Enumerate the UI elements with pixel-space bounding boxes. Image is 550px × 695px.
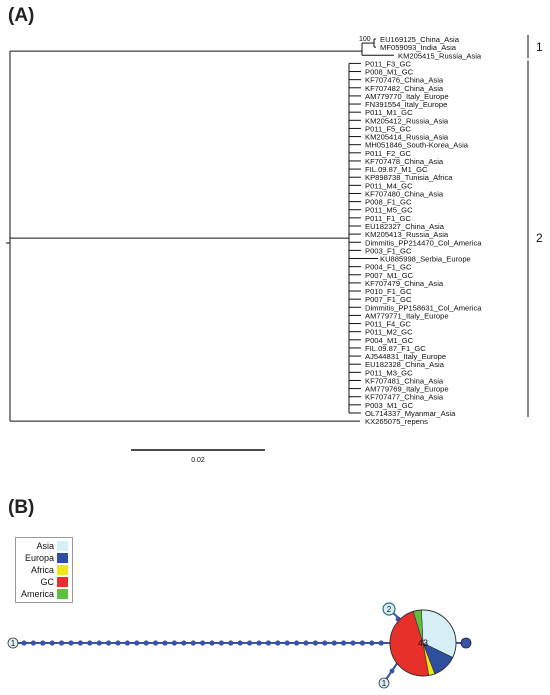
- taxon-label: AM779770_Italy_Europe: [365, 91, 449, 101]
- taxon-label: FIL.09.87_M1_GC: [365, 165, 428, 175]
- taxon-label: KF707479_China_Asia: [365, 278, 444, 288]
- mutation-step: [294, 640, 299, 645]
- taxon-label: P011_M4_GC: [365, 181, 413, 191]
- taxon-label: Dimmitis_PP214470_Col_America: [365, 238, 482, 248]
- taxon-label: P004_F1_GC: [365, 262, 412, 272]
- mutation-step: [106, 640, 111, 645]
- node-count: 43: [417, 638, 429, 648]
- taxon-label: AJ544831_Italy_Europe: [365, 352, 447, 362]
- mutation-step: [134, 640, 139, 645]
- taxon-label: FIL.09.87_F1_GC: [365, 343, 426, 353]
- taxon-label: P004_M1_GC: [365, 335, 414, 345]
- taxon-label: KF707481_China_Asia: [365, 376, 444, 386]
- mutation-step: [50, 640, 55, 645]
- taxon-label: KF707482_China_Asia: [365, 83, 444, 93]
- taxon-label: KX265075_repens: [365, 417, 428, 427]
- mutation-step: [162, 640, 167, 645]
- taxon-label: P003_F1_GC: [365, 246, 412, 256]
- taxon-label: P010_F1_GC: [365, 287, 412, 297]
- taxon-label: P008_M1_GC: [365, 67, 414, 77]
- mutation-step: [369, 640, 374, 645]
- panel-a-label: (A): [8, 5, 35, 26]
- taxon-label: MF059093_India_Asia: [380, 43, 456, 53]
- legend-label: Europa: [24, 553, 54, 563]
- bootstrap-value: 100: [359, 36, 371, 44]
- taxon-label: P011_F1_GC: [365, 213, 411, 223]
- taxon-label: KM205415_Russia_Asia: [398, 51, 482, 61]
- mutation-step: [247, 640, 252, 645]
- mutation-step: [322, 640, 327, 645]
- legend-label: America: [20, 589, 54, 599]
- taxon-label: KF707476_China_Asia: [365, 75, 444, 85]
- node-count: 1: [10, 639, 16, 648]
- taxon-label: AM779769_Italy_Europe: [365, 384, 449, 394]
- taxon-label: KM205412_Russia_Asia: [365, 116, 449, 126]
- taxon-label: FN391554_Italy_Europe: [365, 100, 448, 110]
- taxon-label: KF707477_China_Asia: [365, 392, 444, 402]
- mutation-step: [360, 640, 365, 645]
- panel-b-label: (B): [8, 497, 35, 518]
- node-count: 1: [381, 679, 387, 688]
- mutation-step: [40, 640, 45, 645]
- taxon-label: P003_M1_GC: [365, 400, 414, 410]
- taxon-label: MH051846_South-Korea_Asia: [365, 140, 469, 150]
- taxon-label: P011_F5_GC: [365, 124, 411, 134]
- clade-label: 2: [536, 231, 543, 246]
- mutation-step: [341, 640, 346, 645]
- taxon-label: Dimmitis_PP158631_Col_America: [365, 303, 482, 313]
- taxon-label: P008_F1_GC: [365, 197, 412, 207]
- taxon-label: KU885998_Serbia_Europe: [380, 254, 471, 264]
- taxon-label: EU182327_China_Asia: [365, 221, 444, 231]
- mutation-step: [303, 640, 308, 645]
- legend-label: Asia: [36, 541, 54, 551]
- taxon-label: OL714337_Myanmar_Asia: [365, 408, 456, 418]
- legend-label: GC: [40, 577, 54, 587]
- taxon-label: EU169125_China_Asia: [380, 35, 459, 44]
- taxon-label: P011_F3_GC: [365, 59, 411, 69]
- mutation-step: [228, 640, 233, 645]
- mutation-step: [31, 640, 36, 645]
- taxon-label: P011_F2_GC: [365, 148, 411, 158]
- mutation-step: [97, 640, 102, 645]
- mutation-step: [115, 640, 120, 645]
- clade-label: 1: [536, 40, 543, 55]
- mutation-step: [181, 640, 186, 645]
- mutation-step: [313, 640, 318, 645]
- mutation-step: [332, 640, 337, 645]
- mutation-step: [238, 640, 243, 645]
- mutation-step: [266, 640, 271, 645]
- taxon-label: EU182328_China_Asia: [365, 360, 444, 370]
- mutation-step: [256, 640, 261, 645]
- taxon-label: KF707480_China_Asia: [365, 189, 444, 199]
- mutation-step: [68, 640, 73, 645]
- taxon-label: P011_M3_GC: [365, 368, 413, 378]
- mutation-step: [172, 640, 177, 645]
- taxon-label: KM205413_Russia_Asia: [365, 230, 449, 240]
- scale-bar-label: 0.02: [191, 457, 205, 464]
- taxon-label: P007_M1_GC: [365, 270, 414, 280]
- mutation-step: [125, 640, 130, 645]
- mutation-step: [275, 640, 280, 645]
- mutation-step: [153, 640, 158, 645]
- taxon-label: P011_M2_GC: [365, 327, 413, 337]
- mutation-step: [59, 640, 64, 645]
- taxon-label: P007_F1_GC: [365, 295, 412, 305]
- mutation-step: [78, 640, 83, 645]
- taxon-label: KF707478_China_Asia: [365, 156, 444, 166]
- mutation-step: [144, 640, 149, 645]
- mutation-step: [87, 640, 92, 645]
- mutation-step: [390, 669, 395, 674]
- mutation-step: [21, 640, 26, 645]
- node-count: 2: [386, 605, 392, 614]
- taxon-label: P011_M5_GC: [365, 205, 413, 215]
- mutation-step: [285, 640, 290, 645]
- mutation-step: [350, 640, 355, 645]
- haplotype-node: [461, 638, 471, 648]
- mutation-step: [379, 640, 384, 645]
- mutation-step: [200, 640, 205, 645]
- taxon-label: AM779771_Italy_Europe: [365, 311, 449, 321]
- taxon-label: KM205414_Russia_Asia: [365, 132, 449, 142]
- taxon-label: KP898738_Tunisia_Africa: [365, 173, 453, 183]
- mutation-step: [209, 640, 214, 645]
- taxon-label: P011_F4_GC: [365, 319, 411, 329]
- taxon-label: P011_M1_GC: [365, 108, 413, 118]
- mutation-step: [191, 640, 196, 645]
- mutation-step: [219, 640, 224, 645]
- legend-label: Africa: [30, 565, 54, 575]
